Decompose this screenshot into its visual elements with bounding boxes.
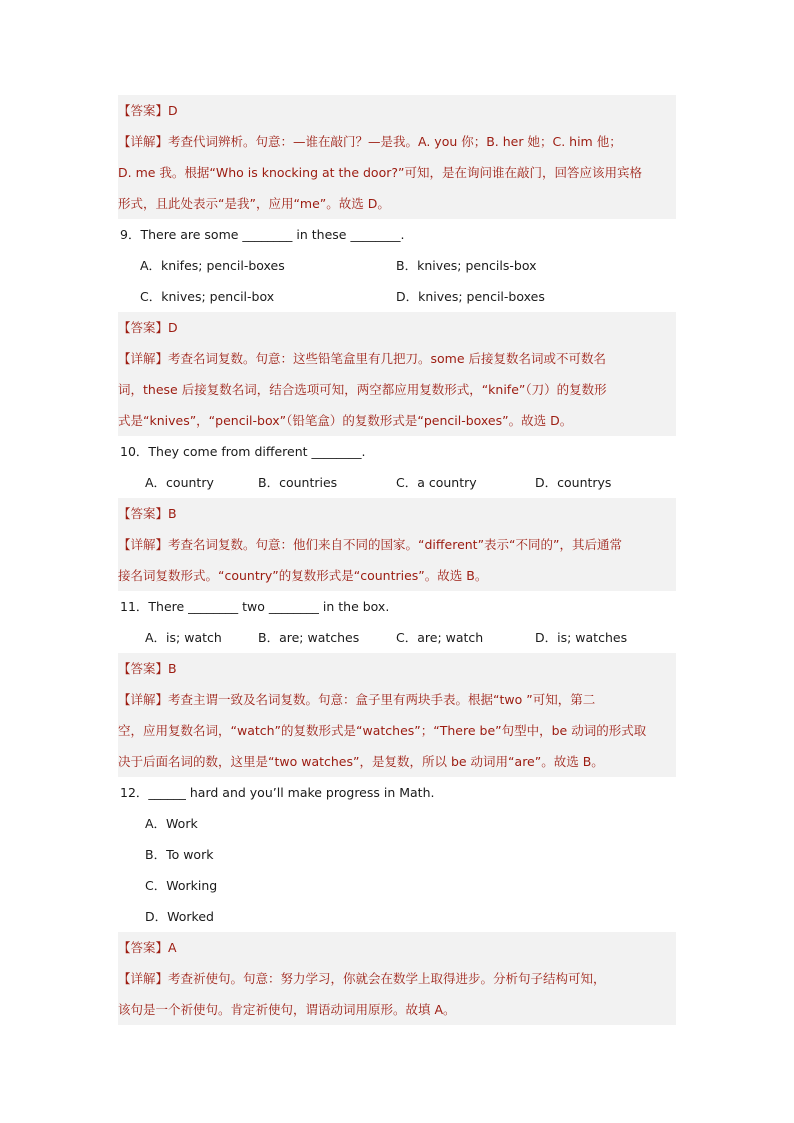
option-d	[118, 901, 676, 932]
detail-line: 词，these 后接复数名词，结合选项可知，两空都应用复数形式，“knife”（刀）的复数形	[118, 382, 607, 397]
answer-block-q11	[118, 653, 676, 777]
answer-line	[118, 498, 676, 529]
option-c: C．knives; pencil-box	[140, 289, 275, 304]
answer-block-q10	[118, 498, 676, 591]
option-d: D．countrys	[535, 475, 612, 490]
detail-label: 【详解】	[118, 134, 169, 149]
question-stem-q12: 12．______ hard and you’ll make progress in Math.	[120, 785, 435, 800]
answer-line	[118, 312, 676, 343]
option-b: B．knives; pencils-box	[396, 258, 537, 273]
detail-label: 【详解】	[118, 351, 169, 366]
detail-line: 接名词复数形式。“country”的复数形式是“countries”。故选 B。	[118, 568, 488, 583]
detail-line: 决于后面名词的数，这里是“two watches”，是复数，所以 be 动词用“are”。故选 B。	[118, 754, 604, 769]
answer-label: 【答案】	[118, 661, 169, 676]
option-a: A．country	[145, 475, 214, 490]
option-b: B．are; watches	[258, 630, 360, 645]
detail-line: 式是“knives”，“pencil-box”（铅笔盒）的复数形式是“pencil-boxes”。故选 D。	[118, 413, 573, 428]
answer-line	[118, 932, 676, 963]
answer-value: B	[168, 506, 177, 521]
detail-line	[118, 684, 676, 715]
options-row	[118, 467, 676, 498]
option-a: A．is; watch	[145, 630, 222, 645]
options-row	[118, 622, 676, 653]
detail-line: 形式，且此处表示“是我”，应用“me”。故选 D。	[118, 196, 390, 211]
detail-label: 【详解】	[118, 537, 169, 552]
detail-label: 【详解】	[118, 971, 169, 986]
answer-line	[118, 95, 676, 126]
options-row	[118, 281, 676, 312]
answer-label: 【答案】	[118, 506, 169, 521]
detail-line: 该句是一个祈使句。肯定祈使句，谓语动词用原形。故填 A。	[118, 1002, 456, 1017]
detail-line	[118, 529, 676, 560]
answer-label: 【答案】	[118, 320, 169, 335]
option-c: C．a country	[396, 475, 477, 490]
document-page	[118, 95, 676, 1025]
option-c	[118, 870, 676, 901]
detail-line	[118, 343, 676, 374]
detail-text: 考查主谓一致及名词复数。句意：盒子里有两块手表。根据“two ”可知，第二	[168, 692, 596, 707]
answer-value: A	[168, 940, 177, 955]
option-b	[118, 839, 676, 870]
option-text: A．Work	[145, 816, 198, 831]
answer-label: 【答案】	[118, 940, 169, 955]
detail-line	[118, 963, 676, 994]
detail-text: 考查名词复数。句意：这些铅笔盒里有几把刀。some 后接复数名词或不可数名	[168, 351, 607, 366]
option-b: B．countries	[258, 475, 338, 490]
option-a: A．knifes; pencil-boxes	[140, 258, 285, 273]
detail-text: 考查代词辨析。句意：—谁在敲门？—是我。A. you 你；B. her 她；C. him 他；	[168, 134, 622, 149]
option-a	[118, 808, 676, 839]
option-text: C．Working	[145, 878, 218, 893]
answer-block-q9	[118, 312, 676, 436]
answer-block-q8	[118, 95, 676, 219]
answer-block-q12	[118, 932, 676, 1025]
options-row	[118, 250, 676, 281]
answer-value: B	[168, 661, 177, 676]
option-text: B．To work	[145, 847, 214, 862]
detail-label: 【详解】	[118, 692, 169, 707]
answer-line	[118, 653, 676, 684]
detail-text: 考查祈使句。句意：努力学习，你就会在数学上取得进步。分析句子结构可知，	[168, 971, 606, 986]
detail-line: D. me 我。根据“Who is knocking at the door?”可知，是在询问谁在敲门，回答应该用宾格	[118, 165, 642, 180]
answer-value: D	[168, 103, 178, 118]
option-text: D．Worked	[145, 909, 214, 924]
detail-text: 考查名词复数。句意：他们来自不同的国家。“different”表示“不同的”，其后通常	[168, 537, 623, 552]
question-stem-q10: 10．They come from different ________.	[120, 444, 366, 459]
answer-label: 【答案】	[118, 103, 169, 118]
option-d: D．is; watches	[535, 630, 628, 645]
question-stem-q11: 11．There ________ two ________ in the box.	[120, 599, 390, 614]
detail-line	[118, 126, 676, 157]
option-c: C．are; watch	[396, 630, 484, 645]
question-stem-q9: 9．There are some ________ in these ________.	[120, 227, 405, 242]
option-d: D．knives; pencil-boxes	[396, 289, 545, 304]
detail-line: 空，应用复数名词，“watch”的复数形式是“watches”；“There be”句型中，be 动词的形式取	[118, 723, 647, 738]
answer-value: D	[168, 320, 178, 335]
